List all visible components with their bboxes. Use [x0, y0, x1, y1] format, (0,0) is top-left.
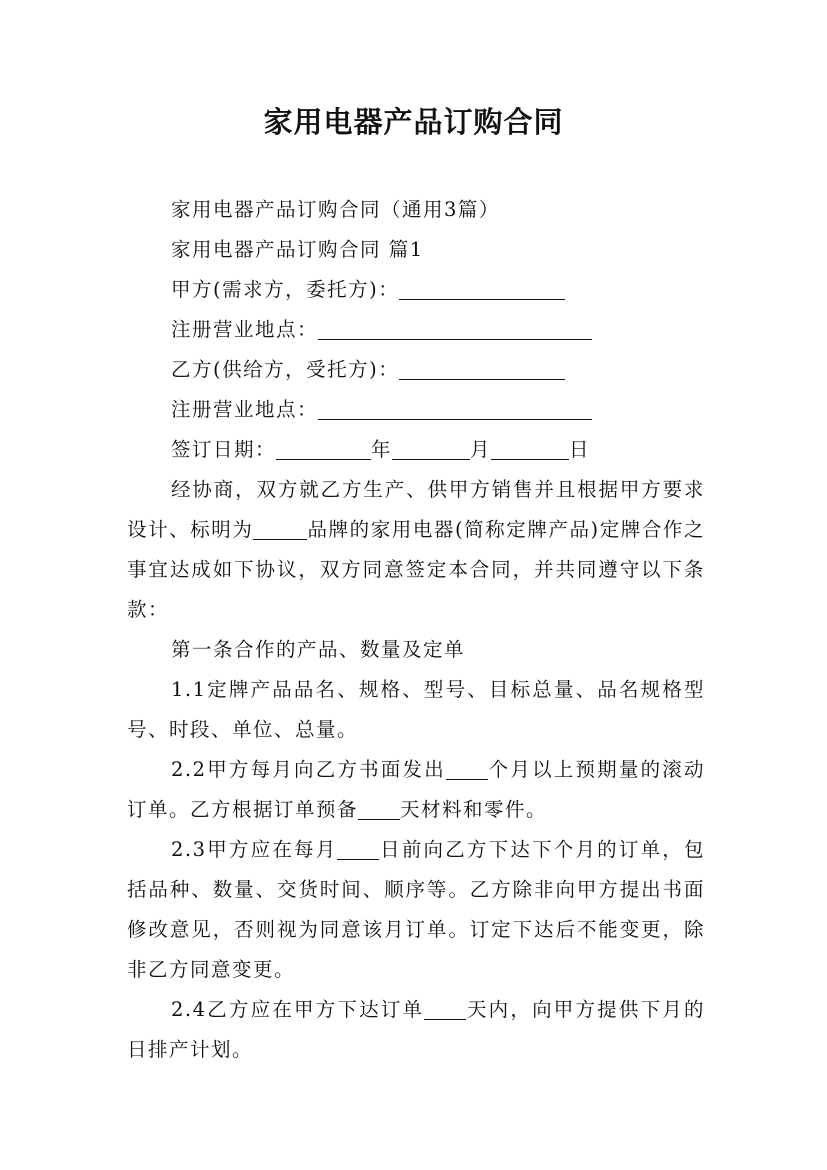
clause-1-1 — [127, 670, 705, 750]
clause-2-3 — [127, 830, 705, 990]
party-b-line — [127, 350, 705, 390]
subtitle-text: 家用电器产品订购合同（通用3篇） — [171, 198, 500, 221]
article1-heading-line — [127, 630, 705, 670]
months-blank — [446, 757, 488, 779]
party-a-blank — [399, 277, 565, 299]
address-a-blank — [318, 317, 592, 339]
brand-blank — [253, 517, 307, 539]
address-b-line — [127, 390, 705, 430]
document-title: 家用电器产品订购合同 — [263, 105, 564, 139]
document-body — [127, 190, 705, 1070]
clause-2-2-text-1: 2.2甲方每月向乙方书面发出 — [171, 758, 446, 781]
intro-text-2: 品牌的家用电器(简称定牌产品)定牌合作之事宜达成如下协议，双方同意签定本合同，并共同遵守以下条款： — [127, 518, 705, 621]
clause-2-3-text-2: 日前向乙方下达下个月的订单，包括品种、数量、交货时间、顺序等。乙方除非向甲方提出书面修改意见，否则视为同意该月订单。订定下达后不能变更，除非乙方同意变更。 — [127, 838, 705, 981]
schedule-days-blank — [424, 997, 466, 1019]
intro-text-1: 经协商，双方就乙方生产、供甲方销售并且根据甲方要求设计、标明为 — [127, 478, 705, 541]
clause-2-2-text-2: 个月以上预期量的滚动订单。乙方根据订单预备 — [127, 758, 705, 821]
subtitle-line — [127, 190, 705, 230]
section-heading-line — [127, 230, 705, 270]
clause-2-4-text-1: 2.4乙方应在甲方下达订单 — [171, 998, 425, 1021]
sign-year-blank — [276, 437, 371, 459]
clause-2-2-text-3: 天材料和零件。 — [400, 798, 548, 821]
sign-date-label: 签订日期： — [171, 438, 277, 461]
party-b-label: 乙方(供给方，受托方)： — [171, 358, 400, 381]
clause-2-4 — [127, 990, 705, 1070]
address-b-blank — [318, 397, 592, 419]
address-b-label: 注册营业地点： — [171, 398, 319, 421]
sign-date-line — [127, 430, 705, 470]
clause-2-4-text-2: 天内，向甲方提供下月的日排产计划。 — [127, 998, 705, 1061]
address-a-line — [127, 310, 705, 350]
clause-2-3-text-1: 2.3甲方应在每月 — [171, 838, 338, 861]
party-a-label: 甲方(需求方，委托方)： — [171, 278, 400, 301]
clause-1-1-text: 1.1定牌产品品名、规格、型号、目标总量、品名规格型号、时段、单位、总量。 — [127, 678, 705, 741]
year-label: 年 — [371, 438, 393, 461]
section-heading-text: 家用电器产品订购合同 篇1 — [171, 238, 424, 261]
day-label: 日 — [569, 438, 591, 461]
address-a-label: 注册营业地点： — [171, 318, 319, 341]
prep-days-blank — [358, 797, 400, 819]
month-label: 月 — [470, 438, 492, 461]
clause-2-2 — [127, 750, 705, 830]
intro-paragraph — [127, 470, 705, 630]
article1-heading: 第一条合作的产品、数量及定单 — [171, 638, 466, 661]
sign-day-blank — [491, 437, 569, 459]
party-b-blank — [399, 357, 565, 379]
party-a-line — [127, 270, 705, 310]
sign-month-blank — [392, 437, 470, 459]
order-day-blank — [337, 837, 379, 859]
